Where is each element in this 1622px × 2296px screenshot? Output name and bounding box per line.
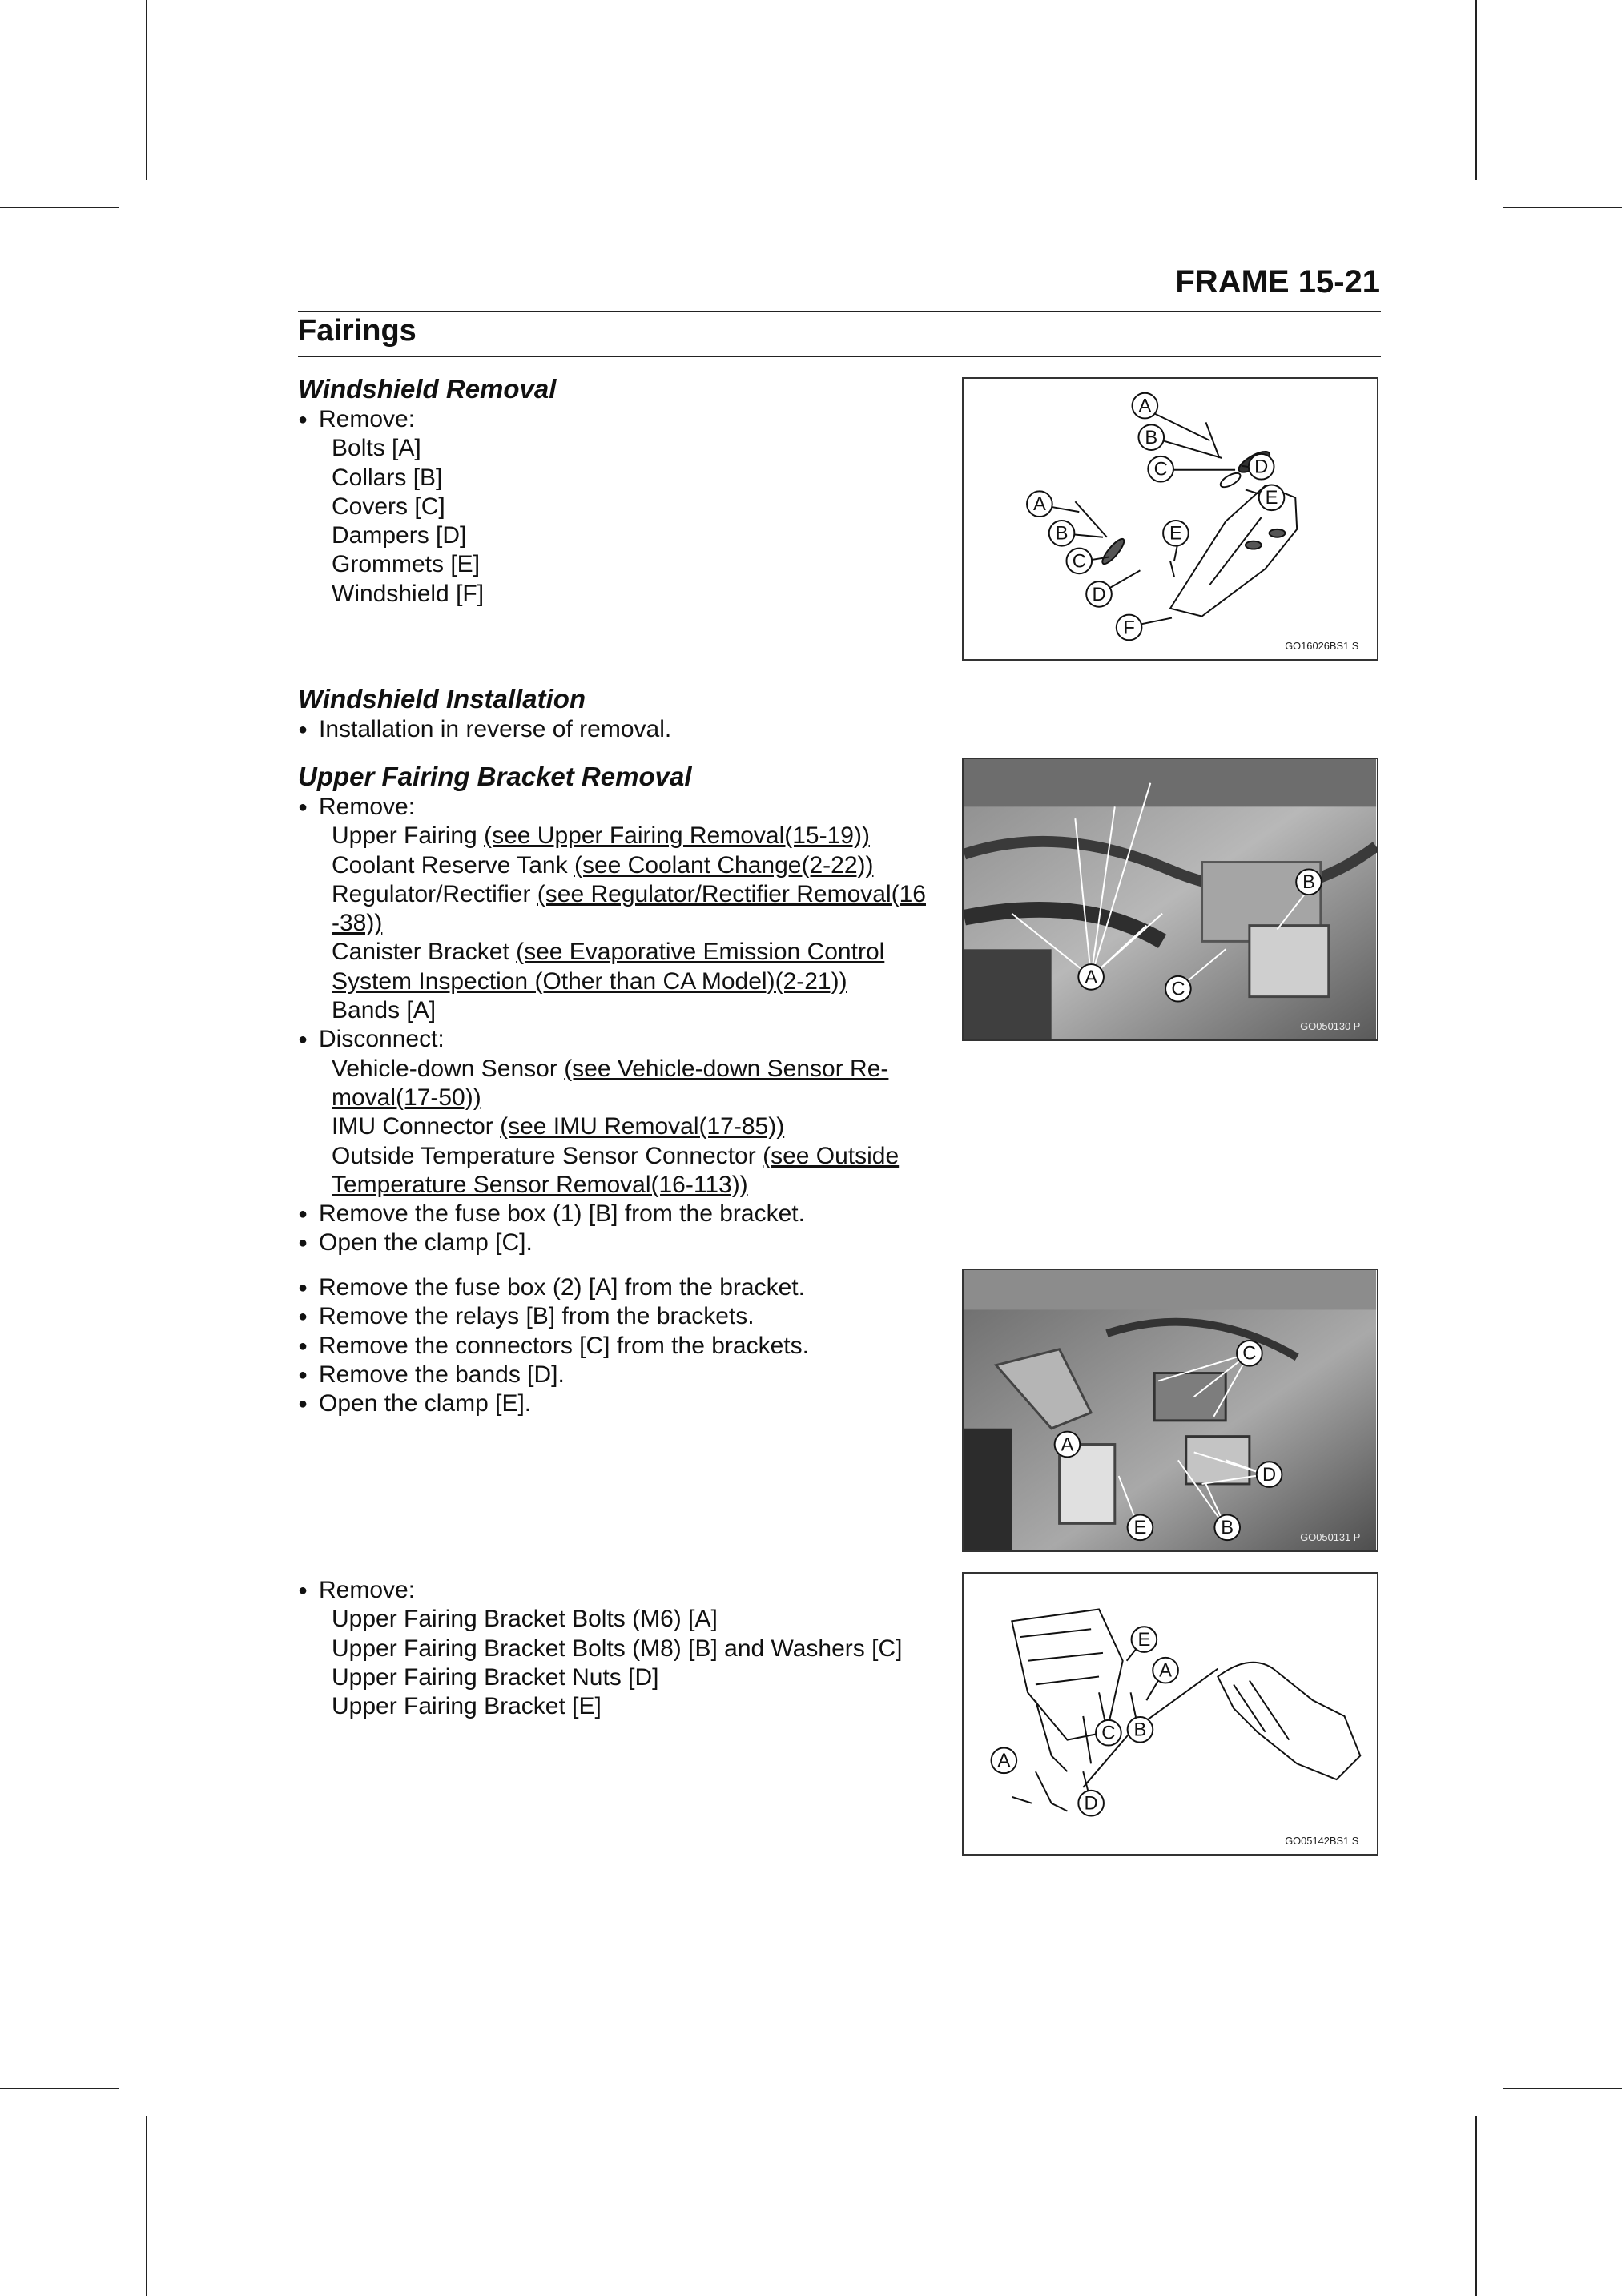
disconnect-item	[298, 1142, 931, 1171]
windshield-diagram-svg	[964, 379, 1377, 659]
crop-mark	[1503, 2088, 1622, 2089]
crop-mark	[1475, 0, 1477, 180]
removal-item: Collars [B]	[332, 464, 443, 491]
callouts	[1027, 393, 1284, 640]
callout-label: B	[1133, 1719, 1147, 1741]
final-removal-steps	[298, 1576, 931, 1721]
bracket-bands-photo	[962, 758, 1378, 1041]
figure-code: GO050130 P	[1300, 1020, 1361, 1033]
cross-reference-link[interactable]: (see Regulator/Rectifier Removal(16	[537, 880, 926, 907]
callout-label: A	[1085, 967, 1098, 988]
removal-item: Upper Fairing Bracket Bolts (M8) [B] and Washers [C]	[332, 1635, 903, 1662]
removal-item: Bands [A]	[332, 997, 437, 1024]
item-label: Outside Temperature Sensor Connector	[332, 1142, 756, 1169]
windshield-installation-block	[298, 683, 931, 744]
callout-label: B	[1221, 1518, 1234, 1539]
callout-label: C	[1101, 1723, 1116, 1744]
disconnect-item	[298, 1055, 931, 1084]
header-rule	[298, 311, 1381, 312]
crop-mark	[0, 2088, 119, 2089]
page-header: FRAME 15-21	[1175, 264, 1380, 300]
section-title: Fairings	[298, 314, 417, 348]
upper-fairing-bracket-diagram	[962, 1572, 1378, 1856]
removal-item: Covers [C]	[332, 493, 445, 520]
callout-label: D	[1092, 584, 1106, 605]
disconnect-step: ● Disconnect:	[298, 1025, 931, 1054]
removal-item: Bolts [A]	[332, 435, 421, 462]
remove-step: ● Remove:	[298, 405, 931, 434]
removal-item	[298, 851, 931, 880]
callout-label: E	[1137, 1629, 1151, 1651]
removal-item: Upper Fairing Bracket [E]	[332, 1693, 602, 1720]
figure-code: GO16026BS1 S	[1285, 640, 1359, 653]
bracket-diagram-svg	[964, 1574, 1377, 1854]
cross-reference-link[interactable]: -38))	[332, 910, 383, 937]
procedure-step: ● Open the clamp [C].	[298, 1228, 931, 1257]
removal-item: Upper Fairing Bracket Nuts [D]	[332, 1663, 659, 1691]
bracket-photo-svg	[964, 759, 1377, 1039]
callout-label: F	[1123, 617, 1135, 639]
removal-item: Dampers [D]	[332, 522, 467, 549]
fuse-box-steps	[298, 1273, 931, 1418]
figure-code: GO05142BS1 S	[1285, 1835, 1359, 1848]
procedure-step: ● Remove the relays [B] from the brackets.	[298, 1302, 931, 1331]
figure-code: GO050131 P	[1300, 1531, 1361, 1544]
callout-label: C	[1242, 1343, 1257, 1365]
callout-label: C	[1072, 551, 1086, 573]
fuse-box-relays-photo	[962, 1269, 1378, 1552]
callout-label: A	[1061, 1434, 1074, 1456]
callout-label: C	[1153, 459, 1168, 481]
item-label: Coolant Reserve Tank	[332, 851, 568, 879]
windshield-installation-title: Windshield Installation	[298, 684, 586, 714]
cross-reference-link[interactable]: (see Vehicle-down Sensor Re-	[564, 1055, 889, 1082]
procedure-step: ● Remove the fuse box (1) [B] from the bracket.	[298, 1200, 931, 1228]
crop-mark	[1475, 2116, 1477, 2296]
callout-label: E	[1169, 523, 1182, 545]
item-label: Canister Bracket	[332, 939, 509, 966]
callout-label: D	[1262, 1464, 1277, 1486]
disconnect-item-cont	[298, 1171, 931, 1200]
procedure-step: ● Remove the fuse box (2) [A] from the bracket.	[298, 1273, 931, 1302]
callout-label: A	[1138, 396, 1152, 417]
removal-item: Upper Fairing Bracket Bolts (M6) [A]	[332, 1606, 718, 1633]
callout-label: B	[1302, 872, 1315, 894]
cross-reference-link[interactable]: System Inspection (Other than CA Model)(2-21))	[332, 967, 847, 995]
removal-item	[298, 822, 931, 850]
removal-item: Grommets [E]	[332, 551, 481, 578]
windshield-removal-title: Windshield Removal	[298, 374, 557, 404]
item-label: Upper Fairing	[332, 822, 477, 850]
cross-reference-link[interactable]: (see Upper Fairing Removal(15-19))	[484, 822, 870, 850]
item-label: IMU Connector	[332, 1113, 493, 1140]
crop-mark	[146, 2116, 147, 2296]
cross-reference-link[interactable]: (see Evaporative Emission Control	[516, 939, 885, 966]
crop-mark	[0, 207, 119, 208]
fuse-box-photo-svg	[964, 1270, 1377, 1550]
item-label: Regulator/Rectifier	[332, 880, 531, 907]
cross-reference-link[interactable]: (see Outside	[763, 1142, 900, 1169]
section-rule	[298, 356, 1381, 357]
remove-step: ● Remove:	[298, 793, 931, 822]
cross-reference-link[interactable]: (see IMU Removal(17-85))	[500, 1113, 785, 1140]
crop-mark	[146, 0, 147, 180]
cross-reference-link[interactable]: (see Coolant Change(2-22))	[574, 851, 874, 879]
removal-item-cont	[298, 909, 931, 938]
removal-item: Windshield [F]	[332, 580, 485, 607]
procedure-step: ● Remove the connectors [C] from the brackets.	[298, 1332, 931, 1361]
cross-reference-link[interactable]: Temperature Sensor Removal(16-113))	[332, 1171, 748, 1198]
disconnect-item	[298, 1112, 931, 1141]
disconnect-item-cont	[298, 1084, 931, 1112]
fuse-box	[1250, 926, 1329, 997]
item-label: Vehicle-down Sensor	[332, 1055, 557, 1082]
callout-label: A	[1159, 1660, 1172, 1682]
bracket-removal-title: Upper Fairing Bracket Removal	[298, 762, 692, 791]
crop-mark	[1503, 207, 1622, 208]
windshield-removal-block	[298, 373, 931, 609]
procedure-step: ● Remove the bands [D].	[298, 1361, 931, 1389]
windshield-exploded-diagram	[962, 377, 1378, 661]
fairing-part	[1218, 1663, 1360, 1779]
cross-reference-link[interactable]: moval(17-50))	[332, 1084, 481, 1111]
callout-label: D	[1254, 456, 1269, 478]
bracket-removal-block	[298, 761, 931, 1258]
callout-label: A	[1032, 494, 1046, 516]
removal-item	[298, 938, 931, 967]
callout-label: B	[1055, 523, 1069, 545]
removal-item-cont	[298, 967, 931, 996]
callout-label: A	[997, 1751, 1011, 1772]
callout-label: D	[1084, 1793, 1098, 1815]
cover-part	[1100, 537, 1128, 567]
callout-label: C	[1171, 979, 1185, 1000]
removal-item	[298, 880, 931, 909]
installation-step: ● Installation in reverse of removal.	[298, 715, 931, 744]
callout-label: B	[1145, 428, 1158, 449]
remove-step: ● Remove:	[298, 1576, 931, 1605]
callout-label: E	[1265, 488, 1278, 509]
procedure-step: ● Open the clamp [E].	[298, 1389, 931, 1418]
callout-label: E	[1133, 1518, 1147, 1539]
